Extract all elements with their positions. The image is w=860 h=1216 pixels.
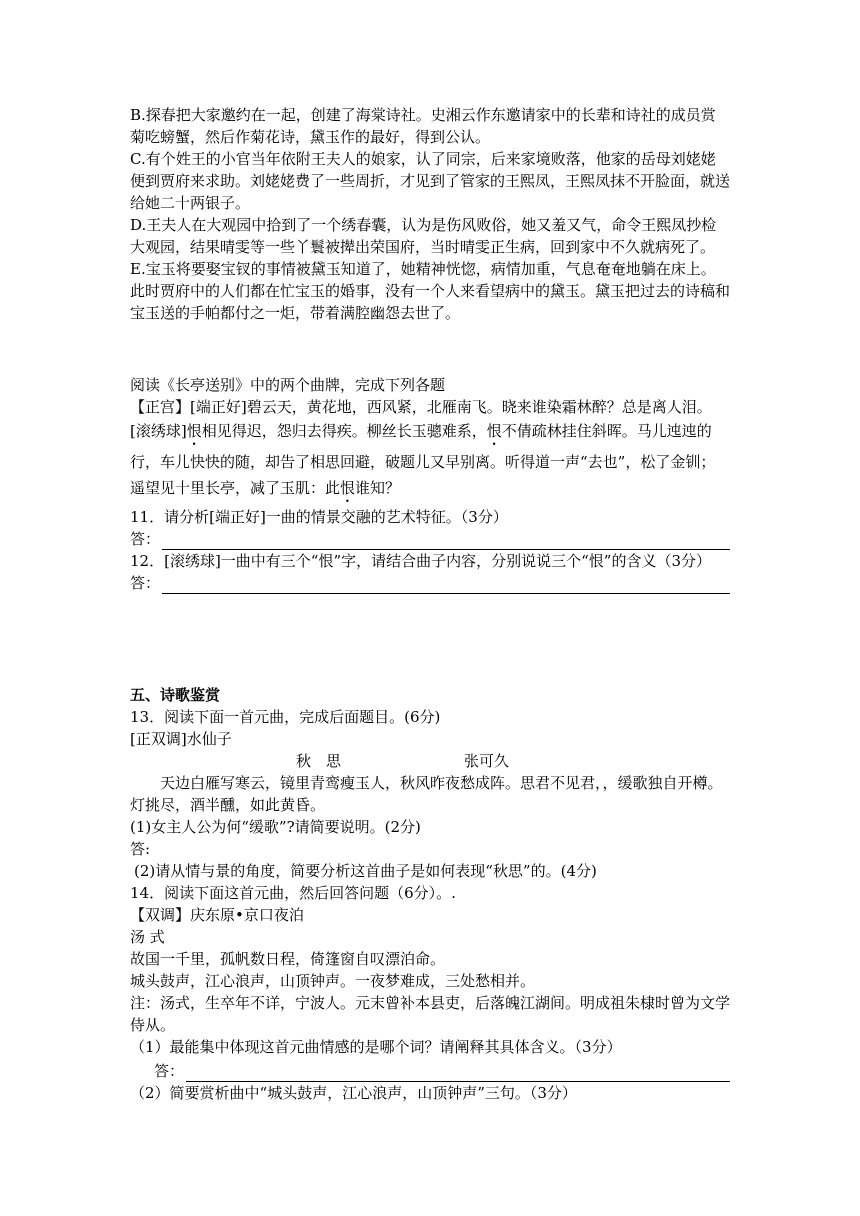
option-d: D.王夫人在大观园中拾到了一个绣春囊，认为是伤风败俗，她又羞又气，命令王熙凤抄检大观园，结果晴雯等一些丫鬟被撵出荣国府，当时晴雯正生病，回到家中不久就病死了。: [130, 216, 717, 256]
section-heading: 五、诗歌鉴赏: [130, 686, 221, 704]
gunxiuqiu-text-4: 谁知？: [355, 479, 401, 497]
poem-line-1: 天边白雁写寒云，镜里青鸾瘦玉人，秋风昨夜愁成阵。思君不见君，，缓歌独自开樽。: [160, 774, 723, 792]
qupai-name: [正双调]水仙子: [130, 730, 232, 748]
option-c: C.有个姓王的小官当年依附王夫人的娘家，认了同宗，后来家境败落，他家的岳母刘姥姥便到贾府来求助。刘姥姥费了一些周折，才见到了管家的王熙凤，王熙凤抹不开脸面，就送给她二十两银子。: [130, 150, 731, 212]
q14-note: 注：汤式，生卒年不详，宁波人。元末曾补本县吏，后落魄江湖间。明成祖朱棣时曾为文学侍从。: [130, 994, 731, 1034]
q14-line-2: 城头鼓声，江心浪声，山顶钟声。一夜梦难成，三处愁相并。: [130, 972, 536, 990]
question-11: 11．请分析[端正好]一曲的情景交融的艺术特征。（3分）: [130, 508, 508, 526]
poem-title: 秋 思: [296, 752, 342, 770]
changting-intro: 阅读《长亭送别》中的两个曲牌，完成下列各题: [130, 376, 446, 394]
poem-line-2: 灯挑尽，酒半醺，如此黄昏。: [130, 796, 326, 814]
answer-line-12[interactable]: [130, 572, 730, 594]
question-13: 13．阅读下面一首元曲，完成后面题目。(6分): [130, 708, 441, 726]
hen-char-1: 恨: [186, 422, 202, 440]
answer-label-13-1: 答:: [130, 840, 151, 858]
gunxiuqiu-text-3: 不倩疏林挂住斜晖。马儿迍迍的行，车儿快快的随，却告了相思回避，破题儿又早别离。听得道一声“去也”，松了金钏；遥望见十里长亭，减了玉肌：此: [130, 422, 716, 497]
answer-label: 答：: [130, 530, 161, 548]
q14-author: 汤 式: [130, 928, 165, 946]
question-14: 14．阅读下面这首元曲，然后回答问题（6分）。.: [130, 884, 456, 902]
gunxiuqiu-lyric: [130, 418, 730, 506]
duanzhenghao-lyric: 【正宫】[端正好]碧云天，黄花地，西风紧，北雁南飞。晓来谁染霜林醉？总是离人泪。: [130, 398, 712, 416]
question-13-2: (2)请从情与景的角度，简要分析这首曲子是如何表现“秋思”的。(4分): [134, 862, 597, 880]
answer-label: 答：: [130, 574, 161, 592]
hen-char-2: 恨: [486, 422, 502, 440]
answer-line-14-1[interactable]: [154, 1060, 730, 1082]
answer-line-11[interactable]: [130, 528, 730, 550]
question-12: 12．[滚绣球]一曲中有三个“恨”字，请结合曲子内容，分别说说三个“恨”的含义（3分）: [130, 552, 712, 570]
option-e: E.宝玉将要娶宝钗的事情被黛玉知道了，她精神恍惚，病情加重，气息奄奄地躺在床上。此时贾府中的人们都在忙宝玉的婚事，没有一个人来看望病中的黛玉。黛玉把过去的诗稿和宝玉送的手帕都付之一炬，带着满腔幽怨去世了。: [130, 260, 731, 322]
q14-line-1: 故国一千里，孤帆数日程，倚篷窗自叹漂泊命。: [130, 950, 446, 968]
poem-author: 张可久: [464, 752, 510, 770]
gunxiuqiu-text-2: 相见得迟，怨归去得疾。柳丝长玉骢难系，: [201, 422, 487, 440]
poem-title-row: [130, 750, 730, 772]
option-b: B.探春把大家邀约在一起，创建了海棠诗社。史湘云作东邀请家中的长辈和诗社的成员赏菊吃螃蟹，然后作菊花诗，黛玉作的最好，得到公认。: [130, 106, 716, 146]
answer-label: 答：: [154, 1062, 185, 1080]
question-14-2: （2）简要赏析曲中“城头鼓声，江心浪声，山顶钟声”三句。（3分）: [130, 1084, 577, 1102]
q14-qupai: 【双调】庆东原•京口夜泊: [130, 906, 304, 924]
gunxiuqiu-text-1: [滚绣球]: [130, 422, 187, 440]
document-page: [130, 104, 730, 1104]
question-14-1: （1）最能集中体现这首元曲情感的是哪个词？请阐释其具体含义。（3分）: [130, 1038, 622, 1056]
question-13-1: (1)女主人公为何“缓歌”?请简要说明。(2分): [130, 818, 421, 836]
hen-char-3: 恨: [340, 479, 356, 497]
